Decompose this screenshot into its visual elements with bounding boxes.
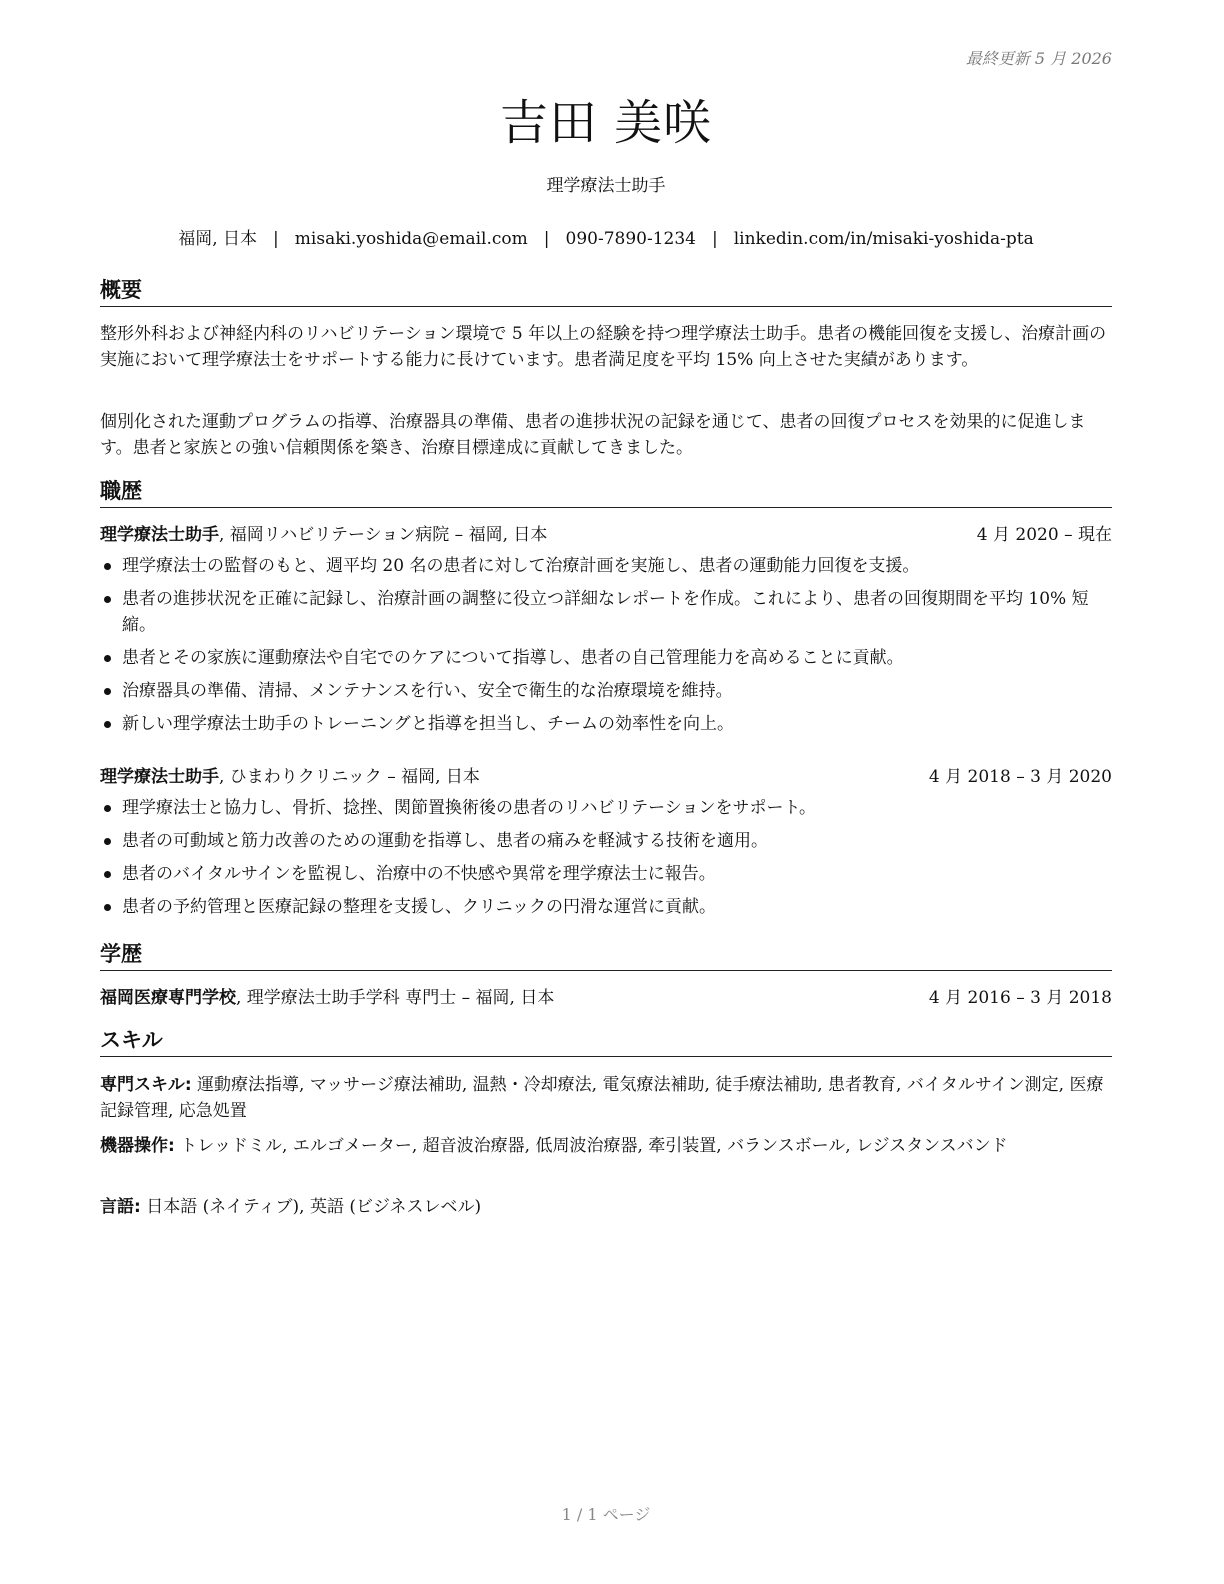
job-role: 理学療法士助手 xyxy=(100,767,219,787)
job-bullet-list xyxy=(100,553,1112,744)
contact-linkedin[interactable]: linkedin.com/in/misaki-yoshida-pta xyxy=(733,229,1034,249)
job-header xyxy=(100,522,1112,548)
skill-value: 運動療法指導, マッサージ療法補助, 温熱・冷却療法, 電気療法補助, 徒手療法補助, 患者教育, バイタルサイン測定, 医療記録管理, 応急処置 xyxy=(100,1075,1104,1121)
job-title: 理学療法士助手 xyxy=(546,176,666,196)
page-number: 1 / 1 ページ xyxy=(561,1505,651,1524)
skill-label: 専門スキル: xyxy=(100,1075,192,1095)
person-name: 吉田 美咲 xyxy=(499,95,713,151)
skill-line xyxy=(100,1072,1112,1124)
job-role: 理学療法士助手 xyxy=(100,525,219,545)
contact-line xyxy=(100,224,1112,249)
list-item: 治療器具の準備、清掃、メンテナンスを行い、安全で衛生的な治療環境を維持。 xyxy=(100,678,1112,704)
contact-separator: | xyxy=(543,229,550,249)
skill-value: トレッドミル, エルゴメーター, 超音波治療器, 低周波治療器, 牽引装置, バランスボール, レジスタンスバンド xyxy=(174,1136,1008,1156)
contact-phone[interactable]: 090-7890-1234 xyxy=(565,229,696,249)
contact-location: 福岡, 日本 xyxy=(178,229,258,249)
education-dates: 4 月 2016 – 3 月 2018 xyxy=(928,988,1112,1008)
last-updated: 最終更新 5 月 2026 xyxy=(965,49,1112,68)
job-organization: , ひまわりクリニック – 福岡, 日本 xyxy=(219,767,480,787)
contact-separator: | xyxy=(711,229,718,249)
list-item: 患者の可動域と筋力改善のための運動を指導し、患者の痛みを軽減する技術を適用。 xyxy=(100,828,1112,854)
section-heading-education: 学歴 xyxy=(100,940,1112,971)
skill-label: 言語: xyxy=(100,1197,141,1217)
job-dates: 4 月 2018 – 3 月 2020 xyxy=(928,767,1112,787)
skill-label: 機器操作: xyxy=(100,1136,175,1156)
section-heading-skills: スキル xyxy=(100,1026,1112,1057)
summary-paragraph: 個別化された運動プログラムの指導、治療器具の準備、患者の進捗状況の記録を通じて、患者の回復プロセスを効果的に促進します。患者と家族との強い信頼関係を築き、治療目標達成に貢献してきました。 xyxy=(100,412,1086,458)
job-dates: 4 月 2020 – 現在 xyxy=(976,525,1112,545)
education-school-line xyxy=(100,985,554,1011)
list-item: 理学療法士の監督のもと、週平均 20 名の患者に対して治療計画を実施し、患者の運動能力回復を支援。 xyxy=(100,553,1112,579)
education-entry xyxy=(100,985,1112,1011)
skill-line xyxy=(100,1194,1112,1220)
contact-separator: | xyxy=(273,229,279,249)
job-position xyxy=(100,522,547,548)
education-detail: , 理学療法士助手学科 専門士 – 福岡, 日本 xyxy=(236,988,555,1008)
education-school: 福岡医療専門学校 xyxy=(100,988,236,1008)
job-bullet-list xyxy=(100,795,1112,927)
job-header xyxy=(100,764,1112,790)
skill-line xyxy=(100,1133,1112,1159)
summary-paragraph: 整形外科および神経内科のリハビリテーション環境で 5 年以上の経験を持つ理学療法士助手。患者の機能回復を支援し、治療計画の実施において理学療法士をサポートする能力に長けています。患者満足度を平均 15% 向上させた実績があります。 xyxy=(100,324,1107,370)
section-heading-summary: 概要 xyxy=(100,276,1112,307)
job-position xyxy=(100,764,480,790)
resume-page xyxy=(100,0,1112,1584)
section-heading-experience: 職歴 xyxy=(100,477,1112,508)
list-item: 患者のバイタルサインを監視し、治療中の不快感や異常を理学療法士に報告。 xyxy=(100,861,1112,887)
skill-value: 日本語 (ネイティブ), 英語 (ビジネスレベル) xyxy=(140,1197,482,1217)
list-item: 新しい理学療法士助手のトレーニングと指導を担当し、チームの効率性を向上。 xyxy=(100,711,1112,737)
list-item: 患者の進捗状況を正確に記録し、治療計画の調整に役立つ詳細なレポートを作成。これにより、患者の回復期間を平均 10% 短縮。 xyxy=(100,586,1112,638)
list-item: 理学療法士と協力し、骨折、捻挫、関節置換術後の患者のリハビリテーションをサポート。 xyxy=(100,795,1112,821)
list-item: 患者の予約管理と医療記録の整理を支援し、クリニックの円滑な運営に貢献。 xyxy=(100,894,1112,920)
job-organization: , 福岡リハビリテーション病院 – 福岡, 日本 xyxy=(219,525,548,545)
contact-email[interactable]: misaki.yoshida@email.com xyxy=(294,229,528,249)
list-item: 患者とその家族に運動療法や自宅でのケアについて指導し、患者の自己管理能力を高めることに貢献。 xyxy=(100,645,1112,671)
